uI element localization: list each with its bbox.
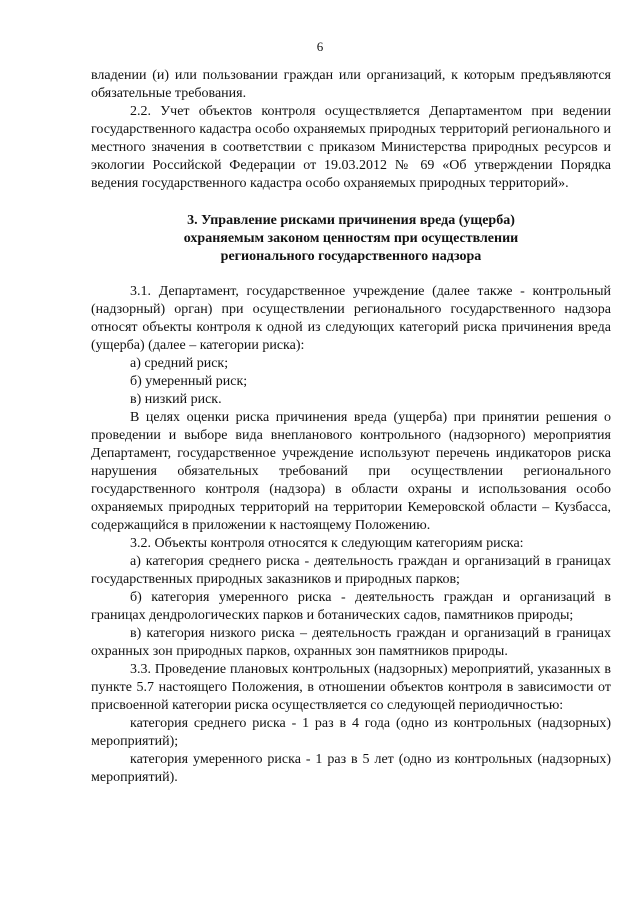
paragraph: в) низкий риск. (130, 392, 222, 407)
paragraph: В целях оценки риска причинения вреда (ущерба) при принятии решения о проведении и выборе вида внепланового контрольного (надзорного) мероприятия Департамент, государственное учреждение используют перечень индикаторов риска нарушения обязательных требований при осуществлении регионального государственного контроля (надзора) в области охраны и использования особо охраняемых природных территорий на территории Кемеровской области – Кузбасса, содержащийся в приложении к настоящему Положению. (91, 410, 611, 533)
paragraphs-after-heading (91, 283, 611, 787)
page-number: 6 (316, 39, 324, 54)
paragraph: а) средний риск; (130, 356, 229, 371)
paragraph: б) умеренный риск; (130, 374, 248, 389)
document-body (91, 67, 611, 787)
paragraph: 3.3. Проведение плановых контрольных (надзорных) мероприятий, указанных в пункте 5.7 настоящего Положения, в отношении объектов контроля в зависимости от присвоенной категории риска осуществляется со следующей периодичностью: (91, 662, 611, 713)
paragraph: 2.2. Учет объектов контроля осуществляется Департаментом при ведении государственного кадастра особо охраняемых природных территорий регионального и местного значения в соответствии с приказом Министерства природных ресурсов и экологии Российской Федерации от 19.03.2012 № 69 «Об утверждении Порядка ведения государственного кадастра особо охраняемых природных территорий». (91, 104, 611, 191)
paragraph: б) категория умеренного риска - деятельность граждан и организаций в границах дендрологических парков и ботанических садов, памятников природы; (91, 590, 611, 623)
paragraph: 3.1. Департамент, государственное учреждение (далее также - контрольный (надзорный) орган) при осуществлении регионального государственного надзора относят объекты контроля к одной из следующих категорий риска причинения вреда (ущерба) (далее – категории риска): (91, 284, 611, 353)
paragraph: а) категория среднего риска - деятельность граждан и организаций в границах государственных природных заказников и природных парков; (91, 554, 611, 587)
paragraphs-before-heading (91, 67, 611, 193)
paragraph: категория умеренного риска - 1 раз в 5 лет (одно из контрольных (надзорных) мероприятий). (91, 752, 611, 785)
section-heading-line: 3. Управление рисками причинения вреда (ущерба) (187, 213, 515, 228)
section-heading (91, 212, 611, 266)
section-heading-line: охраняемым законом ценностям при осуществлении (183, 231, 519, 246)
paragraph: владении (и) или пользовании граждан или организаций, к которым предъявляются обязательные требования. (91, 68, 611, 101)
paragraph: категория среднего риска - 1 раз в 4 года (одно из контрольных (надзорных) мероприятий); (91, 716, 611, 749)
paragraph: в) категория низкого риска – деятельность граждан и организаций в границах охранных зон природных парков, охранных зон памятников природы. (91, 626, 611, 659)
paragraph: 3.2. Объекты контроля относятся к следующим категориям риска: (130, 536, 524, 551)
section-heading-line: регионального государственного надзора (220, 249, 482, 264)
